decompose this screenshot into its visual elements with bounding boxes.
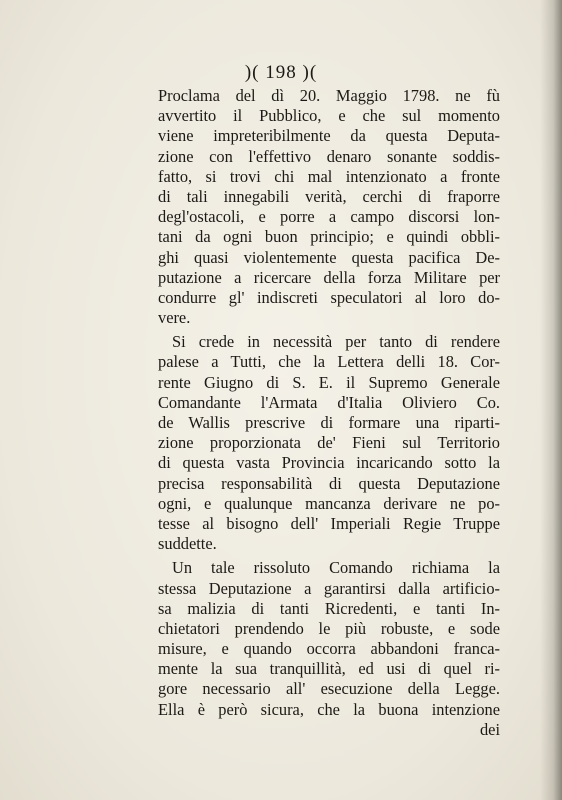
catchword: dei [479,719,500,739]
paragraph-1 [158,86,500,328]
text-line: fatto, si trovi chi mal intenzionato a fronte [158,166,500,186]
text-line: mente la sua tranquillità, ed usi di quel ri- [158,659,500,679]
text-line: zione con l'effettivo denaro sonante soddis- [158,146,500,166]
text-line: ogni, e qualunque mancanza derivare ne po- [158,493,500,513]
page-number-header: )( 198 )( [244,62,318,83]
text-line: Si crede in necessità per tanto di rendere [172,332,500,352]
text-line: tesse al bisogno dell' Imperiali Regie Truppe [158,513,500,533]
text-line: viene impreteribilmente da questa Deputa- [158,126,500,146]
text-line: Proclama del dì 20. Maggio 1798. ne fù [158,86,500,105]
text-line: Ella è però sicura, che la buona intenzione [158,699,500,719]
body-text [158,86,500,740]
text-line: Un tale rissoluto Comando richiama la [172,558,500,578]
text-line: putazione a ricercare della forza Militare per [158,267,500,287]
page-edge-shadow [540,0,562,800]
text-line: vere. [158,308,191,328]
text-line: zione proporzionata de' Fieni sul Territorio [158,433,500,453]
text-line: gore necessario all' esecuzione della Legge. [158,679,500,699]
text-line: degl'ostacoli, e porre a campo discorsi lon- [158,207,500,227]
paragraph-3 [158,558,500,720]
text-line: chietatori prendendo le più robuste, e sode [158,618,500,638]
text-line: suddette. [158,534,217,554]
text-line: de Wallis prescrive di formare una riparti- [158,413,500,432]
paragraph-2 [158,332,500,554]
text-line: misure, e quando occorra abbandoni franca- [158,639,500,659]
text-line: Comandante l'Armata d'Italia Oliviero Co. [158,392,500,412]
text-line: precisa responsabilità di questa Deputazione [158,473,500,493]
text-line: tani da ogni buon principio; e quindi obbli- [158,227,500,247]
text-line: di tali innegabili verità, cerchi di fraporre [158,186,500,206]
text-line: palese a Tutti, che la Lettera delli 18. Cor- [158,352,500,372]
text-line: avvertito il Pubblico, e che sul momento [158,106,500,126]
text-line: di questa vasta Provincia incaricando sotto la [158,453,500,473]
text-line: stessa Deputazione a garantirsi dalla artificio- [158,578,500,598]
text-line: condurre gl' indiscreti speculatori al loro do- [158,287,500,307]
text-line: sa malizia di tanti Ricredenti, e tanti In- [158,598,500,618]
text-line: rente Giugno di S. E. il Supremo Generale [158,372,500,392]
text-line: ghi quasi violentemente questa pacifica De- [158,247,500,267]
